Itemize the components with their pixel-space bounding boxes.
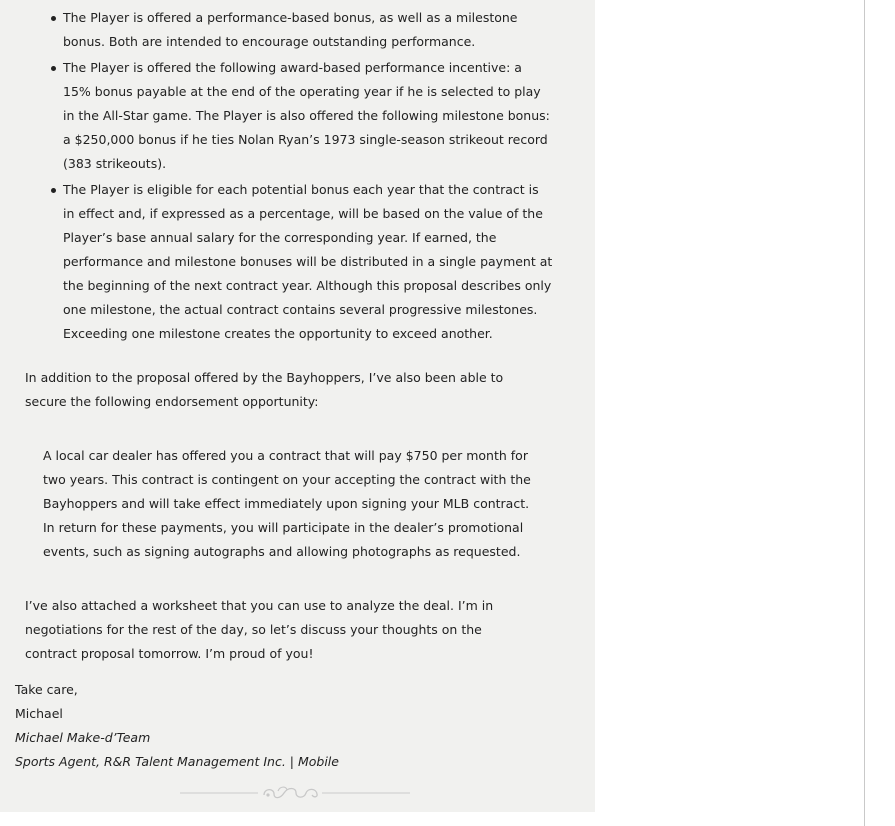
signature-block <box>15 678 415 774</box>
closing-paragraph: I’ve also attached a worksheet that you can use to analyze the deal. I’m in negotiations for the rest of the day, so let’s discuss your thoughts on the contract proposal tomorrow. I’m proud of you! <box>25 598 494 661</box>
signer-first-name: Michael <box>15 706 63 721</box>
ornamental-flourish-divider-icon <box>180 782 410 804</box>
intro-paragraph: In addition to the proposal offered by the Bayhoppers, I’ve also been able to secure the following endorsement opportunity: <box>25 370 504 409</box>
list-item: The Player is offered the following award-based performance incentive: a 15% bonus payable at the end of the operating year if he is selected to play in the All-Star game. The Player is also offered the following milestone bonus: a $250,000 bonus if he ties Nolan Ryan’s 1973 single-season strikeout record (383 strikeouts). <box>63 56 553 176</box>
signer-title: Sports Agent, R&R Talent Management Inc. | Mobile <box>15 754 339 769</box>
list-item: The Player is eligible for each potential bonus each year that the contract is in effect and, if expressed as a percentage, will be based on the value of the Player’s base annual salary for the corresponding year. If earned, the performance and milestone bonuses will be distributed in a single payment at the beginning of the next contract year. Although this proposal describes only one milestone, the actual contract contains several progressive milestones. Exceeding one milestone creates the opportunity to exceed another. <box>63 178 553 346</box>
endorsement-quote: A local car dealer has offered you a contract that will pay $750 per month for two years. This contract is contingent on your accepting the contract with the Bayhoppers and will take effect immediately upon signing your MLB contract. In return for these payments, you will participate in the dealer’s promotional events, such as signing autographs and allowing photographs as requested. <box>43 448 531 559</box>
sign-off: Take care, <box>15 682 78 697</box>
page-edge-divider <box>864 0 865 826</box>
list-item: The Player is offered a performance-based bonus, as well as a milestone bonus. Both are intended to encourage outstanding performance. <box>63 6 553 54</box>
bonus-terms-list <box>45 6 553 348</box>
signer-full-name: Michael Make-d’Team <box>15 730 151 745</box>
